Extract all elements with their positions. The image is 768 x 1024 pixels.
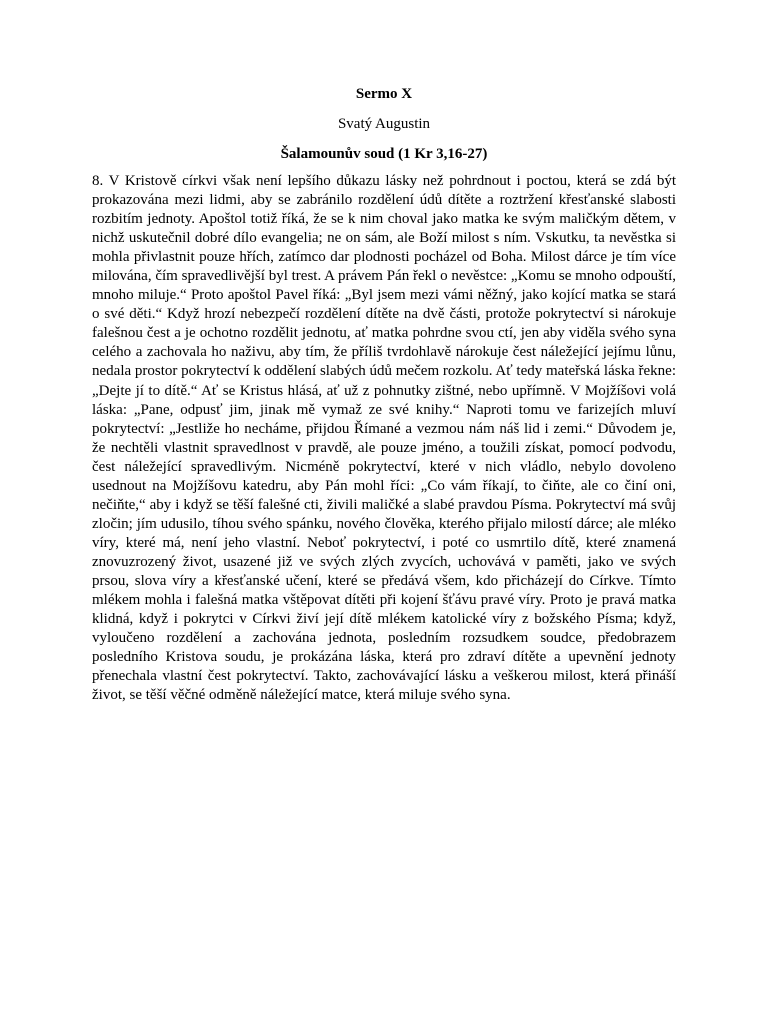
body-paragraph: 8. V Kristově církvi však není lepšího důkazu lásky než pohrdnout i poctou, která se zdá být prokazována mezi lidmi, aby se zabránilo rozdělení údů dítěte a roztržení křesťanské slabosti rozbitím jednoty. Apoštol totiž říká, že se k nim choval jako matka ke svým maličkým dětem, v nichž uskutečnil dobré dílo evangelia; ne on sám, ale Boží milost s ním. Vskutku, ta nevěstka si mohla přivlastnit pouze hřích, zatímco dar plodnosti pocházel od Boha. Milost dárce je tím více milována, čím spravedlivější byl trest. A právem Pán řekl o nevěstce: „Komu se mnoho odpouští, mnoho miluje.“ Proto apoštol Pavel říká: „Byl jsem mezi vámi něžný, jako kojící matka se stará o své děti.“ Když hrozí nebezpečí rozdělení dítěte na dvě části, protože pokrytectví si nárokuje falešnou čest a je ochotno rozdělit jednotu, ať matka pohrdne svou ctí, jen aby viděla svého syna celého a zachovala ho naživu, aby tím, že příliš tvrdohlavě nárokuje čest náležející jejímu lůnu, nedala prostor pokrytectví k oddělení slabých údů mečem rozkolu. Ať tedy mateřská láska řekne: „Dejte jí to dítě.“ Ať se Kristus hlásá, ať už z pohnutky zištné, nebo upřímně. V Mojžíšovi volá láska: „Pane, odpusť jim, jinak mě vymaž ze své knihy.“ Naproti tomu ve farizejích mluví pokrytectví: „Jestliže ho necháme, přijdou Římané a vezmou nám náš lid i zemi.“ Důvodem je, že nechtěli vlastnit spravedlnost v pravdě, ale pouze jméno, a toužili získat, pomocí podvodu, čest náležející spravedlivým. Nicméně pokrytectví, které v nich vládlo, nebylo dovoleno usednout na Mojžíšovu katedru, aby Pán mohl říci: „Co vám říkají, to čiňte, ale co činí oni, nečiňte,“ aby i když se těší falešné cti, živili maličké a slabé pravdou Písma. Pokrytectví má svůj zločin; jím udusilo, tíhou svého spánku, nového člověka, kterého přijalo milostí dárce; ale mléko víry, které má, není jeho vlastní. Neboť pokrytectví, i poté co usmrtilo dítě, které znamená znovuzrozený život, usazené již ve svých zlých zvycích, uchovává v paměti, jako ve svých prsou, slova víry a křesťanské učení, které se předává všem, kdo přicházejí do Církve. Tímto mlékem mohla i falešná matka vštěpovat dítěti při kojení šťávu pravé víry. Proto je pravá matka klidná, když i pokrytci v Církvi živí její dítě mlékem katolické víry z božského Písma; když, vyloučeno rozdělení a zachována jednota, posledním rozsudkem soudce, předobrazem posledního Kristova soudu, je prokázána láska, která pro zdraví dítěte a upevnění jednoty přenechala vlastní čest pokrytectví. Takto, zachovávající lásku a veškerou milost, která přináší život, se těší věčné odměně náležející matce, která miluje svého syna. bbox=[92, 173, 676, 704]
document-title: Sermo X bbox=[355, 86, 413, 102]
document-subtitle: Šalamounův soud (1 Kr 3,16-27) bbox=[280, 146, 488, 162]
document-author: Svatý Augustin bbox=[337, 116, 431, 132]
document-page bbox=[92, 84, 676, 705]
